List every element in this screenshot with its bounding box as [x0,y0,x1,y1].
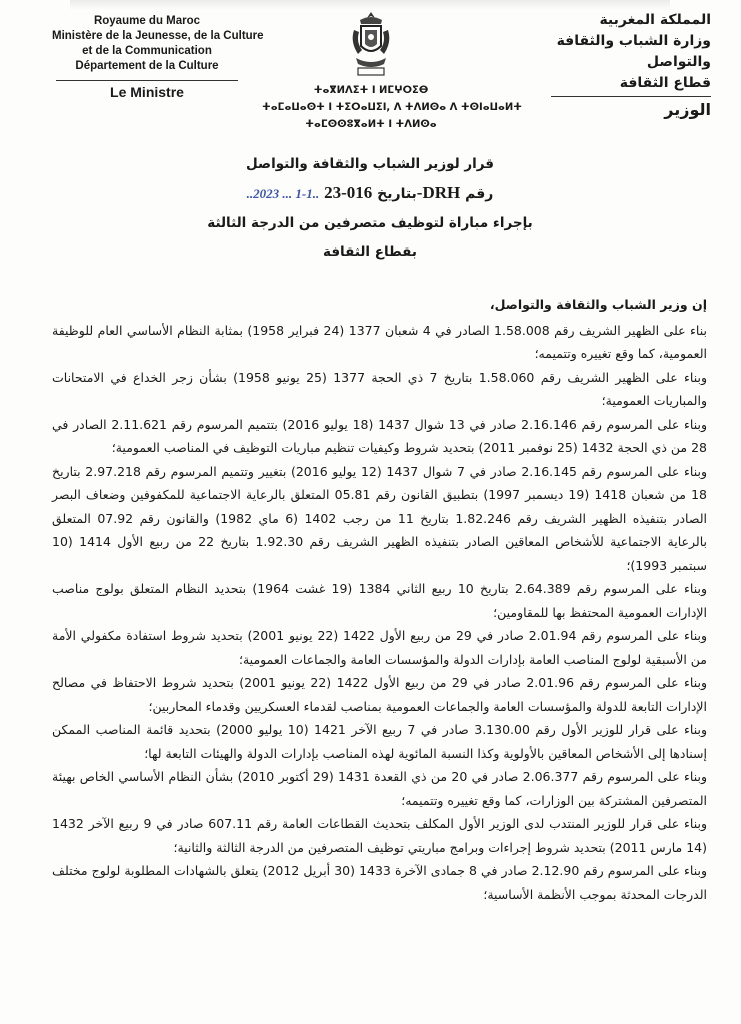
body-paragraph: وبناء على قرار للوزير الأول رقم 3.130.00 صادر في 7 ربيع الآخر 1421 (10 يوليو 2000) بتحديد قائمة المناصب الممكن إسنادها إلى الأشخاص المعاقين بالأولوية وكذا النسبة المائوية لهذه المناصب بإدارات الدولة والهيئات التابعة لها؛ [52,722,708,761]
body-paragraph: وبناء على المرسوم رقم 2.06.377 صادر في 20 من ذي القعدة 1431 (29 أكتوبر 2010) بشأن النظام الأساسي الخاص بهيئة المتصرفين المشتركة بين الوزارات، كما وقع تغييره وتتميمه؛ [52,769,707,808]
body-opener: إن وزير الشباب والثقافة والتواصل، [489,297,707,312]
body-paragraph: وبناء على المرسوم رقم 2.64.389 بتاريخ 10 ربيع الثاني 1384 (19 غشت 1964) بتحديد النظام المتعلق بولوج مناصب الإدارات العمومية المحتفظ بها للمقاومين؛ [52,581,707,620]
header-ar-title: الوزير [664,100,711,119]
header-fr-line: Royaume du Maroc [93,15,201,27]
body-paragraph: وبناء على المرسوم رقم 2.01.94 صادر في 29 من ربيع الأول 1422 (22 يونيو 2001) بتحديد شروط استفادة مكفولي الأمة من الأسبقية لولوج المناصب العامة بإدارات الدولة والمؤسسات العامة والجماعات العمومية؛ [52,628,708,667]
header-ar-line: والتواصل [646,54,711,70]
header-ar-line: قطاع الثقافة [619,75,711,91]
header-arabic [531,10,711,120]
header-fr-line: Département de la Culture [75,60,219,72]
decision-number: 016-23-DRH [324,183,461,202]
header-tz-line: ⵜⴰⴳⵍⴷⵉⵜ ⵏ ⵍⵎⵖⵔⵉⴱ [313,85,429,96]
body-paragraph: بناء على الظهير الشريف رقم 1.58.008 الصادر في 4 شعبان 1377 (24 فبراير 1958) بمثابة النظام الأساسي العام للوظيفة العمومية، كما وقع تغييره وتتميمه؛ [52,322,707,361]
header-tz-line: ⵜⴰⵎⵙⵙⵓⴳⴰⵍⵜ ⵏ ⵜⴷⵍⵙⴰ [305,119,437,130]
header-tifinagh [262,82,523,133]
header-french [52,14,264,100]
decision-heading: قرار لوزير الشباب والثقافة والتواصل [246,156,494,172]
coat-of-arms-icon [348,10,394,80]
header-tz-line: ⵜⴰⵎⴰⵡⴰⵙⵜ ⵏ ⵜⵉⵔⴰⵡⵉⵏ, ⴷ ⵜⴷⵍⵙⴰ ⴷ ⵜⵙⵏⴰⵡⴰⵍⵜ [262,102,523,113]
decision-date-label: بتاريخ [377,186,417,202]
header-fr-divider [56,80,238,81]
decision-subject-sector: بقطاع الثقافة [323,244,417,260]
decision-subject: بإجراء مباراة لتوظيف متصرفين من الدرجة الثالثة [207,215,533,231]
header-fr-line: Ministère de la Jeunesse, de la Culture [52,30,264,42]
decision-reference [170,183,570,203]
header-fr-line: et de la Communication [82,45,212,57]
decision-date: ..2023 ... 1-1.. [246,186,320,201]
body-paragraph: وبناء على المرسوم رقم 2.16.146 صادر في 13 شوال 1437 (18 يوليو 2016) بتتميم المرسوم رقم 2.11.621 الصادر في 28 من ذي الحجة 1432 (25 نوفمبر 2011) بتحديد شروط وكيفيات تنظيم مباريات التوظيف في المناصب العمومية؛ [52,416,708,455]
decision-body [52,293,707,906]
body-paragraph: وبناء على المرسوم رقم 2.16.145 صادر في 7 شوال 1437 (12 يوليو 2016) بتغيير وتتميم المرسوم رقم 2.97.218 بتاريخ 18 من شعبان 1418 (19 ديسمبر 1997) بتطبيق القانون رقم 05.81 المتعلق بالرعاية الاجتماعية للمكفوفين وضعاف البصر الصادر بتنفيذه الظهير الشريف رقم 1.82.246 بتاريخ 11 من رجب 1402 (6 ماي 1982) والقانون رقم 07.92 المتعلق بالرعاية الاجتماعية للأشخاص المعاقين الصادر بتنفيذه الظهير الشريف رقم 1.92.30 بتاريخ 22 من ربيع الأول 1414 (10 سبتمبر 1993)؛ [52,463,708,573]
scan-artifact [70,0,670,10]
header-ar-line: وزارة الشباب والثقافة [556,33,711,49]
header-ar-line: المملكة المغربية [599,12,711,28]
body-paragraph: وبناء على قرار للوزير المنتدب لدى الوزير الأول المكلف بتحديث القطاعات العامة رقم 607.11 صادر في 9 ربيع الآخر 1432 (14 مارس 2011) بتحديد شروط إجراءات وبرامج مباريتي توظيف المتصرفين من الدرجة الثالثة والثانية؛ [52,816,708,855]
body-paragraph: وبناء على الظهير الشريف رقم 1.58.060 بتاريخ 7 ذي الحجة 1377 (25 يونيو 1958) بشأن زجر الخداع في الامتحانات والمباريات العمومية؛ [52,369,708,408]
header-ar-divider [551,96,711,97]
body-paragraph: وبناء على المرسوم رقم 2.12.90 صادر في 8 جمادى الآخرة 1433 (30 أبريل 2012) يتعلق بالشهادات المطلوبة لولوج مختلف الدرجات المحدثة بموجب الأنظمة الأساسية؛ [52,863,707,902]
body-paragraph: وبناء على المرسوم رقم 2.01.96 صادر في 29 من ربيع الأول 1422 (22 يونيو 2001) بتحديد شروط الاحتفاظ في مصالح الإدارات التابعة للدولة والمؤسسات العامة والجماعات العمومية بمناصب لقدماء العسكريين وقدماء المحاربين؛ [52,675,708,714]
header-fr-title: Le Ministre [110,84,184,100]
decision-ref-prefix: رقم [465,186,494,202]
